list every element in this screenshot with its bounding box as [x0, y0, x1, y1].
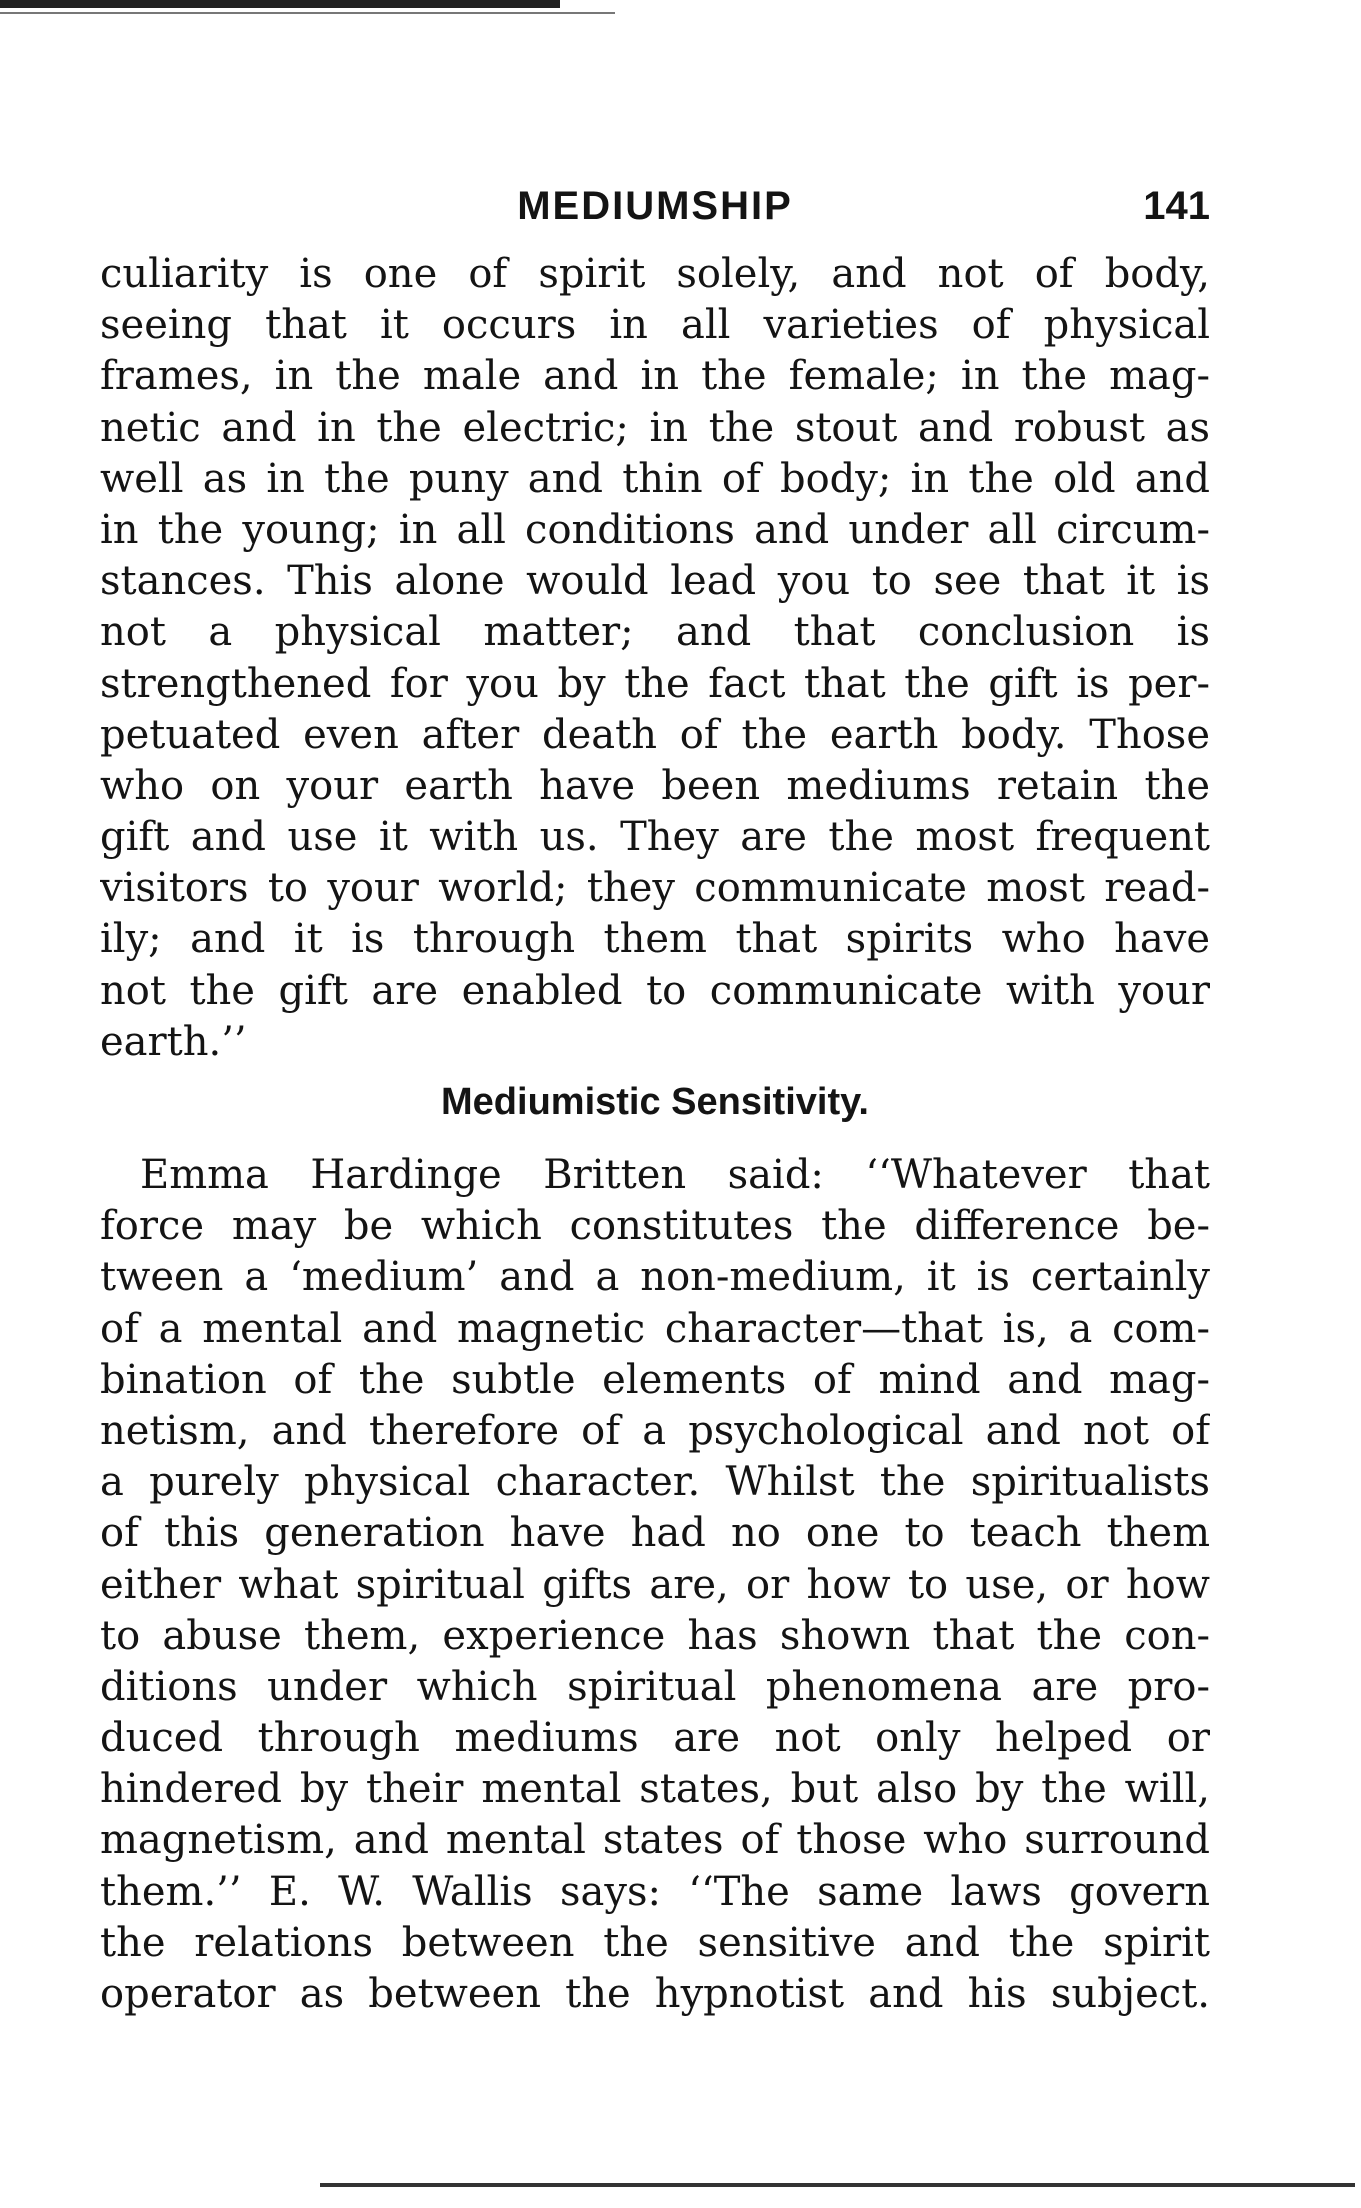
running-head-title: MEDIUMSHIP [517, 184, 793, 228]
paragraph-2-line: Emma Hardinge Britten said: ‘‘Whatever that [140, 1152, 1210, 1198]
paragraph-1-line: stances. This alone would lead you to see that it is [100, 558, 1210, 605]
paragraph-2-line: them.’’ E. W. Wallis says: ‘‘The same laws govern [100, 1868, 1210, 1915]
top-page-rule [0, 0, 560, 8]
paragraph-1-line: not a physical matter; and that conclusion is [100, 609, 1210, 656]
paragraph-2-line: a purely physical character. Whilst the spiritualists [100, 1459, 1210, 1506]
paragraph-2-line: ditions under which spiritual phenomena are pro- [100, 1663, 1210, 1710]
paragraph-1-line: in the young; in all conditions and under all circum- [100, 506, 1210, 553]
running-head [100, 178, 1210, 234]
paragraph-1-line: well as in the puny and thin of body; in the old and [100, 455, 1210, 502]
page-number: 141 [1143, 184, 1210, 228]
paragraph-2-line: tween a ‘medium’ and a non-medium, it is certainly [100, 1254, 1210, 1301]
top-page-rule-thin [0, 12, 615, 14]
paragraph-2-line: of a mental and magnetic character—that is, a com- [100, 1305, 1210, 1352]
paragraph-2-line: netism, and therefore of a psychological and not of [100, 1407, 1210, 1454]
paragraph-1 [100, 249, 1210, 1068]
paragraph-2 [100, 1150, 1210, 2020]
paragraph-1-line: gift and use it with us. They are the most frequent [100, 814, 1210, 861]
paragraph-2-line: to abuse them, experience has shown that the con- [100, 1612, 1210, 1659]
paragraph-2-line: duced through mediums are not only helped or [100, 1715, 1210, 1762]
paragraph-2-line: hindered by their mental states, but also by the will, [100, 1766, 1210, 1813]
paragraph-1-line: petuated even after death of the earth body. Those [100, 711, 1210, 758]
paragraph-1-line: not the gift are enabled to communicate with your [100, 967, 1210, 1014]
paragraph-2-line: of this generation have had no one to teach them [100, 1510, 1210, 1557]
section-heading: Mediumistic Sensitivity. [441, 1081, 869, 1123]
paragraph-1-line: visitors to your world; they communicate most read- [100, 865, 1210, 912]
paragraph-1-line: netic and in the electric; in the stout and robust as [100, 404, 1210, 451]
page-body [100, 249, 1210, 2020]
paragraph-1-line: ily; and it is through them that spirits who have [100, 916, 1210, 963]
paragraph-2-line: bination of the subtle elements of mind and mag- [100, 1356, 1210, 1403]
paragraph-2-line: force may be which constitutes the difference be- [100, 1203, 1210, 1250]
paragraph-1-line: seeing that it occurs in all varieties of physical [100, 302, 1210, 349]
paragraph-1-line: strengthened for you by the fact that the gift is per- [100, 660, 1210, 707]
paragraph-1-line: earth.’’ [100, 1018, 247, 1065]
paragraph-2-line: the relations between the sensitive and the spirit [100, 1919, 1210, 1966]
paragraph-2-line: operator as between the hypnotist and his subject. [100, 1971, 1210, 2017]
paragraph-1-line: frames, in the male and in the female; in the mag- [100, 353, 1210, 400]
paragraph-2-line: either what spiritual gifts are, or how to use, or how [100, 1561, 1210, 1608]
paragraph-2-line: magnetism, and mental states of those who surround [100, 1817, 1210, 1864]
paragraph-1-line: culiarity is one of spirit solely, and not of body, [100, 251, 1210, 297]
bottom-page-rule [320, 2183, 1355, 2187]
paragraph-1-line: who on your earth have been mediums retain the [100, 762, 1210, 809]
